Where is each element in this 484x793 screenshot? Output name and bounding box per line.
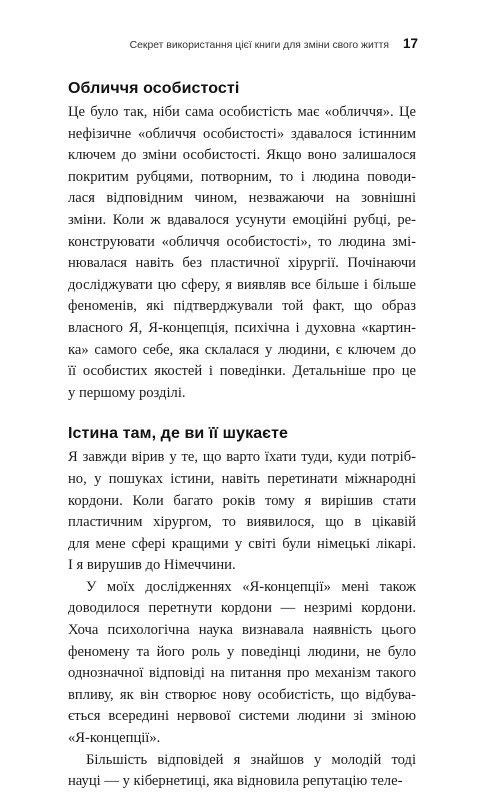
- text-line: ка» самого себе, яка склалася у людини, є ключем до: [68, 341, 416, 358]
- text-line: зміни. Коли ж вдавалося усунути емоційні рубці, ре-: [68, 211, 416, 228]
- section-body: [68, 102, 416, 404]
- text-line: феноменів, які підтверджували той факт, що образ: [68, 298, 416, 315]
- text-line: Хоча психологічна наука визнавала наявність цього: [68, 622, 416, 639]
- text-line: ється всередині нервової системи людини зі зміною: [68, 708, 416, 725]
- paragraph: [68, 102, 416, 404]
- text-line: кордони. Коли багато років тому я вирішив стати: [68, 492, 416, 509]
- text-line: Я завжди вірив у те, що варто їхати туди, куди потріб-: [68, 449, 416, 466]
- text-line: нювалася навіть без пластичної хірургії. Почінаючи: [68, 255, 416, 272]
- text-line: власного Я, Я-концепція, психічна і духовна «картин-: [68, 319, 416, 336]
- text-line: У моїх дослідженнях «Я-концепції» мені також: [86, 578, 416, 595]
- text-line: но, у пошуках істини, навіть перетинати міжнародні: [68, 470, 416, 487]
- text-line: феномену та його роль у поведінці людини, не було: [68, 643, 416, 660]
- text-line: пластичним хірургом, то виявилося, що в цікавій: [68, 514, 416, 531]
- text-line: її особистих якостей і поведінки. Детальніше про це: [68, 363, 416, 380]
- text-line: конструювати «обличчя особистості», то людина змі-: [68, 233, 416, 250]
- paragraph: [68, 447, 416, 577]
- text-line: доводилося перетнути кордони — незримі кордони.: [68, 600, 416, 617]
- text-line: для мене сфері кращими у світі були німецькі лікарі.: [68, 535, 416, 552]
- text-line: ключем до зміни особистості. Якщо воно залишалося: [68, 147, 416, 164]
- text-line: у першому розділі.: [68, 384, 186, 401]
- running-header: [130, 36, 418, 51]
- text-line: Більшість відповідей я знайшов у молодій тоді: [86, 751, 416, 768]
- section-heading: Обличчя особистості: [68, 80, 240, 97]
- page-number: 17: [402, 36, 418, 51]
- section-body: [68, 447, 416, 793]
- paragraph: [68, 750, 416, 793]
- text-line: впливу, як він створює нову особистість, що відбува-: [68, 686, 416, 703]
- running-title: Секрет використання цієї книги для зміни свого життя: [129, 40, 389, 51]
- main-text: [68, 78, 416, 793]
- text-line: однозначної відповіді на питання про механізм такого: [68, 665, 416, 682]
- paragraph: [68, 577, 416, 750]
- text-line: І я вирушив до Німеччини.: [68, 557, 236, 574]
- text-line: досліджувати цю сферу, я виявляв все більше і більше: [68, 276, 416, 293]
- text-line: Це було так, ніби сама особистість має «обличчя». Це: [68, 104, 416, 120]
- text-line: покритим рубцями, потворним, то і людина поводи-: [68, 168, 416, 185]
- text-line: науці — у кібернетиці, яка відновила репутацію теле-: [68, 773, 403, 790]
- text-line: нефізичне «обличчя особистості» здавалося істинним: [68, 125, 416, 142]
- text-line: «Я-концепції».: [68, 730, 161, 747]
- section-heading: Істина там, де ви її шукаєте: [68, 425, 289, 443]
- text-line: лася відповідним чином, незважаючи на зовнішні: [68, 190, 416, 207]
